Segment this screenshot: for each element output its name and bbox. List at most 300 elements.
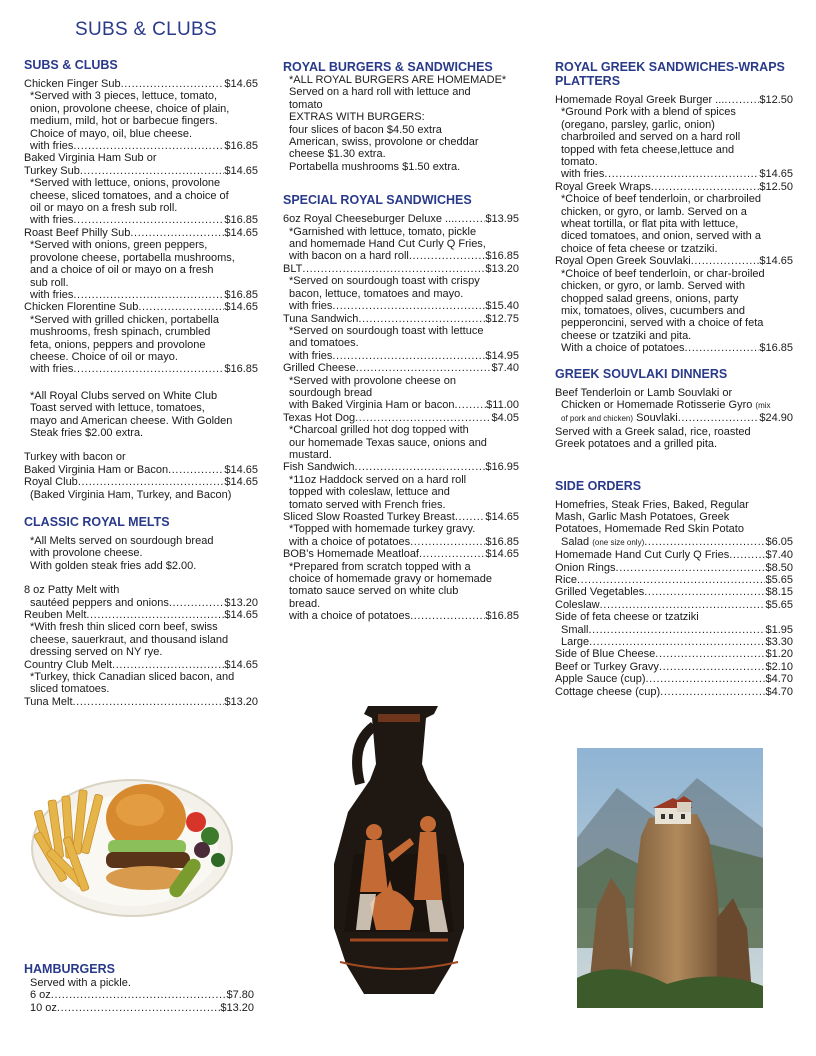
section-heading: ROYAL BURGERS & SANDWICHES [283,60,493,74]
description-line: Steak fries $2.00 extra. [30,426,144,439]
item-price: $3.30 [765,636,793,649]
price-row [283,610,519,622]
item-price: $11.00 [486,399,519,412]
item-name: with fries [30,288,74,301]
description-line: cheese $1.30 extra. [289,148,386,161]
price-row [24,609,258,621]
item-price: $13.95 [485,213,519,226]
souvlaki-section [555,367,793,451]
item-name: with fries [30,363,74,376]
item-price: $4.05 [491,411,519,424]
price-row [555,686,793,698]
price-row [555,94,793,106]
description-line: tomato sauce served on white club [289,585,459,598]
leader-dots [332,350,485,362]
item-price: $16.85 [224,363,258,376]
item-note: (mix [755,400,771,410]
price-row [283,399,519,411]
item-price: $14.65 [485,511,519,523]
menu-item [283,511,519,548]
description-line: medium, mild, hot or barbecue fingers. [30,115,218,128]
description-line: our homemade Texas sauce, onions and [289,436,487,449]
item-name: Baked Virginia Ham or Bacon [24,463,169,476]
item-name: with fries [30,214,74,227]
item-price: $14.65 [224,463,258,476]
item-price: $16.85 [485,610,519,623]
description-line: *Served on sourdough toast with crispy [289,275,480,288]
description-line: Homefries, Steak Fries, Baked, Regular [555,498,749,511]
price-row [24,696,258,708]
description-line: Mash, Garlic Mash Potatoes, Greek [555,510,730,523]
price-row [283,536,519,548]
price-row [555,549,793,561]
leader-dots [332,300,485,312]
hamburgers-note: Served with a pickle. [30,977,131,989]
melts-note [24,535,258,572]
item-name: BOB's Homemade Meatloaf [283,548,419,561]
item-price: $14.65 [759,168,793,181]
price-row [24,78,258,90]
description-line: *Garnished with lettuce, tomato, pickle [289,225,477,238]
description-line: chopped salad greens, onions, party [561,292,739,305]
item-name: Small [561,623,589,636]
description-line: oil or mayo on a fresh sub roll. [30,202,178,215]
item-price: $5.65 [765,598,793,611]
item-name: Royal Club [24,476,78,489]
burger-fries-photo [28,770,234,918]
price-row [283,213,519,225]
description-line: Portabella mushrooms $1.50 extra. [289,160,461,173]
subs-section [24,58,258,501]
menu-item [283,362,519,412]
price-row [555,599,793,611]
price-row [555,255,793,267]
column-right [555,60,793,708]
description-line: topped with coleslaw, lettuce and [289,486,450,499]
price-row [555,586,793,598]
description-line: bacon, lettuce, tomatoes and mayo. [289,287,464,300]
menu-item [555,94,793,181]
price-row [24,165,258,177]
item-name: Salad [561,535,590,548]
greek-section [555,60,793,355]
item-name: Country Club Melt [24,658,113,671]
description-line: *Choice of beef tenderloin, or charbroiled [561,193,761,206]
description-line: Greek potatoes and a grilled pita. [555,438,718,451]
leader-dots [646,673,766,685]
leader-dots [356,362,492,374]
description-line: with provolone cheese. [30,547,143,560]
description-line: cheese or tzatziki and pita. [561,329,692,342]
melts-section [24,515,258,708]
menu-item [283,412,519,462]
description-line: choice of feta cheese or tzatziki. [561,242,718,255]
item-name: 10 oz [30,1001,57,1014]
description-line: *ALL ROYAL BURGERS ARE HOMEMADE* [289,74,507,86]
item-price: $13.20 [224,695,258,708]
leader-dots [57,1002,220,1014]
description-line: and tomatoes. [289,337,359,350]
description-line: *With fresh thin sliced corn beef, swiss [30,621,218,634]
price-row [555,673,793,685]
description-line: *Choice of beef tenderloin, or char-broiled [561,267,765,280]
item-name: Apple Sauce (cup) [555,673,646,686]
item-price: $16.85 [759,342,793,355]
leader-dots [419,548,485,560]
description-line: (oregano, parsley, garlic, onion) [561,118,715,131]
price-row [555,574,793,586]
leader-dots [589,636,765,648]
description-line: feta, onions, peppers and provolone [30,338,206,351]
leader-dots [130,227,224,239]
description-line: *Served with 3 pieces, lettuce, tomato, [30,90,218,103]
leader-dots [660,686,765,698]
menu-item [24,152,258,226]
menu-item [283,461,519,511]
item-name: Chicken Finger Sub [24,78,121,90]
item-name: with fries [561,168,605,181]
item-price: $24.90 [759,412,793,425]
description-line: American, swiss, provolone or cheddar [289,136,479,149]
item-price: $16.95 [485,461,519,474]
item-price: $14.95 [485,349,519,362]
item-name: Sliced Slow Roasted Turkey Breast [283,511,455,523]
section-heading: SUBS & CLUBS [24,58,118,72]
item-name: Rice [555,574,578,586]
menu-item [24,227,258,301]
section-heading: CLASSIC ROYAL MELTS [24,515,170,529]
item-note: (one size only) [592,537,645,547]
item-name: 6oz Royal Cheeseburger Deluxe ... [283,213,455,226]
description-line: tomato. [561,156,598,169]
description-line: tomato served with French fries. [289,498,446,511]
special-section [283,193,519,622]
item-name: Chicken or Homemade Rotisserie Gyro [561,398,753,411]
description-line: provolone cheese, portabella mushrooms, [30,251,235,264]
item-name: Onion Rings [555,561,616,574]
leader-dots [121,78,225,90]
description-line: Choice of mayo, oil, blue cheese. [30,127,193,140]
description-line: dressing served on NY rye. [30,646,163,659]
item-name: Side of feta cheese or tzatziki [555,611,699,624]
leader-dots [73,140,224,152]
item-name: Grilled Vegetables [555,586,645,599]
item-name: BLT [283,262,303,275]
price-row [24,989,254,1001]
section-heading: SPECIAL ROYAL SANDWICHES [283,193,472,208]
item-name: Cottage cheese (cup) [555,685,661,698]
leader-dots [358,313,485,325]
leader-dots [73,214,224,226]
price-row [283,548,519,560]
item-name: Large [561,636,590,649]
description-line: chicken, or gyro, or lamb. Served on a [561,205,747,218]
item-name: with fries [289,349,333,362]
description-line: Potatoes, Homemade Red Skin Potato [555,523,744,536]
item-name: With a choice of potatoes [561,342,685,355]
column-left [24,58,258,718]
leader-dots [651,181,760,193]
leader-dots [724,94,759,106]
item-price: $8.15 [765,586,793,599]
item-name: Texas Hot Dog [283,411,356,424]
item-name: Beef Tenderloin or Lamb Souvlaki or [555,386,733,399]
meteora-monastery-photo [577,748,763,1008]
item-price: $7.40 [491,362,519,375]
menu-item [555,499,793,550]
menu-item [283,213,519,263]
price-row [24,227,258,239]
item-name: Homemade Royal Greek Burger ... [555,94,725,106]
item-name: Souvlaki [636,412,678,425]
burgers-note [283,74,519,173]
item-name: Tuna Sandwich [283,312,359,325]
item-price: $4.70 [765,673,793,686]
item-price: $16.85 [485,535,519,548]
item-name: with a choice of potatoes [289,535,411,548]
leader-dots [355,412,491,424]
leader-dots [577,574,765,586]
price-row [24,140,258,152]
description-line: *All Melts served on sourdough bread [30,535,214,547]
item-price: $8.50 [765,561,793,574]
leader-dots [691,255,760,267]
leader-dots [112,659,224,671]
item-name: with fries [289,300,333,313]
section-heading: SIDE ORDERS [555,478,642,493]
section-heading: PLATTERS [555,74,621,88]
item-price: $7.80 [226,989,254,1002]
price-row [283,350,519,362]
burgers-section [283,60,519,173]
price-row [283,313,519,325]
leader-dots [644,586,765,598]
menu-item [24,584,258,609]
menu-item [555,255,793,354]
item-price: $16.85 [224,288,258,301]
description-line: *Served on sourdough toast with lettuce [289,324,484,337]
description-line: tomato [289,98,323,111]
description-line: choice of homemade gravy or homemade [289,573,492,586]
item-name: Coleslaw [555,598,600,611]
price-row [555,342,793,354]
item-name: with bacon on a hard roll [289,250,409,263]
description-line: charbroiled and served on a hard roll [561,131,741,144]
description-line: *Served with provolone cheese on [289,374,456,387]
item-name: Baked Virginia Ham Sub or [24,152,157,165]
description-line: *Served with grilled chicken, portabella [30,313,219,326]
leader-dots [302,263,485,275]
item-price: $12.75 [485,312,519,325]
item-price: $13.20 [224,596,258,609]
sides-section [555,479,793,699]
menu-item [24,451,258,501]
description-line: mustard. [289,448,332,461]
item-name: Turkey Sub [24,164,80,177]
menu-item [24,609,258,659]
leader-dots [655,648,765,660]
item-name: 8 oz Patty Melt with [24,584,120,597]
description-line: sliced tomatoes. [30,683,110,696]
item-name: 6 oz [30,989,51,1002]
leader-dots [616,562,766,574]
leader-dots [409,250,485,262]
price-row [24,214,258,226]
section-heading: ROYAL GREEK SANDWICHES-WRAPS [555,60,785,74]
description-line: mayo and American cheese. With Golden [30,414,233,427]
item-price: $1.95 [765,623,793,636]
description-line: Served on a hard roll with lettuce and [289,86,471,99]
leader-dots [685,342,760,354]
item-price: $16.85 [485,250,519,263]
leader-dots [600,599,766,611]
description-line: topped with feta cheese,lettuce and [561,143,735,156]
leader-dots [455,399,487,411]
item-name: Beef or Turkey Gravy [555,660,659,673]
item-price: $14.65 [224,658,258,671]
leader-dots [51,989,227,1001]
item-description: (Baked Virginia Ham, Turkey, and Bacon) [30,488,232,501]
price-row [283,412,519,424]
leader-dots [589,624,766,636]
leader-dots [73,363,224,375]
item-name: Side of Blue Cheese [555,648,656,661]
description-line: cheese, sauerkraut, and thousand island [30,633,229,646]
description-line: *Turkey, thick Canadian sliced bacon, and [30,671,235,684]
item-price: $6.05 [765,535,793,548]
description-line: chicken, or gyro, or lamb. Served with [561,280,746,293]
leader-dots [659,661,766,673]
price-row [24,289,258,301]
price-row [555,661,793,673]
description-line: *Prepared from scratch topped with a [289,560,471,573]
menu-item [283,548,519,622]
item-name: Grilled Cheese [283,362,356,375]
item-price: $4.70 [765,685,793,698]
leader-dots [604,168,759,180]
item-price: $16.85 [224,214,258,227]
price-row [283,362,519,374]
item-name: with Baked Virginia Ham or bacon [289,399,455,412]
leader-dots [73,696,225,708]
leader-dots [73,289,224,301]
item-price: $15.40 [485,300,519,313]
hamburgers-section [24,962,254,1014]
leader-dots [410,536,485,548]
leader-dots [138,301,224,313]
item-name: Reuben Melt [24,609,87,622]
item-price: $2.10 [765,660,793,673]
item-price: $5.65 [765,574,793,586]
leader-dots [455,511,486,523]
description-line: mix, tomatoes, olives, cucumbers and [561,304,746,317]
item-price: $14.65 [224,301,258,314]
description-line: cheese, sliced tomatoes, and a choice of [30,189,229,202]
item-price: $14.65 [224,476,258,489]
description-line: pepperoncini, served with a choice of feta [561,317,764,330]
item-name: Royal Open Greek Souvlaki [555,255,691,268]
description-line: *11oz Haddock served on a hard roll [289,473,467,486]
price-row [555,648,793,660]
description-line: Served with a Greek salad, rice, roasted [555,425,751,438]
description-line: bread. [289,597,321,610]
item-name: Turkey with bacon or [24,451,126,464]
item-price: $13.20 [485,262,519,275]
page-title: SUBS & CLUBS [75,19,217,40]
description-line: wheat tortilla, or flat pita with lettuce, [561,218,739,231]
price-row [555,181,793,193]
price-row [283,511,519,523]
menu-item [555,611,793,648]
menu-item [24,301,258,375]
price-row [555,636,793,648]
item-name: sautéed peppers and onions [30,596,169,609]
leader-dots [86,609,224,621]
item-name: Homemade Hand Cut Curly Q Fries [555,549,730,562]
leader-dots [355,461,486,473]
leader-dots [454,213,485,225]
item-price: $7.40 [765,549,793,562]
item-price: $12.50 [759,94,793,106]
section-heading: HAMBURGERS [24,962,115,976]
menu-item [283,263,519,313]
description-line: *Charcoal grilled hot dog topped with [289,424,469,437]
item-name: with fries [30,140,74,153]
item-name: Chicken Florentine Sub [24,301,139,314]
item-price: $14.65 [224,164,258,177]
leader-dots [729,549,765,561]
description-line: mushrooms, fresh spinach, crumbled [30,326,211,339]
item-price: $1.20 [765,648,793,661]
price-row [283,461,519,473]
price-row [555,624,793,636]
description-line: *Served with onions, green peppers, [30,239,208,252]
price-row [24,363,258,375]
item-name: Tuna Melt [24,695,73,708]
price-row [24,1002,254,1014]
item-price: $14.65 [759,255,793,268]
description-line: and a choice of oil or mayo on a fresh [30,264,214,277]
item-note: of pork and chicken) [561,414,634,424]
menu-item [555,181,793,255]
price-row [24,659,258,671]
menu-item [283,313,519,363]
item-price: $12.50 [759,180,793,193]
item-name: Fish Sandwich [283,461,355,474]
section-heading: GREEK SOUVLAKI DINNERS [555,366,728,381]
item-price: $14.65 [224,78,258,90]
leader-dots [80,165,225,177]
item-price: $13.20 [220,1001,254,1014]
description-line: diced tomatoes, and onion, served with a [561,230,761,243]
column-middle [283,60,519,633]
price-row [555,562,793,574]
price-row [283,263,519,275]
description-line: Toast served with lettuce, tomatoes, [30,402,205,415]
item-name: Roast Beef Philly Sub [24,226,131,239]
description-line: cheese. Choice of oil or mayo. [30,350,178,363]
description-line: sourdough bread [289,386,373,399]
leader-dots [410,610,485,622]
price-row [555,168,793,180]
menu-item [24,78,258,152]
description-line: onion, provolone cheese, choice of plain, [30,102,230,115]
price-row [283,300,519,312]
description-line: EXTRAS WITH BURGERS: [289,111,425,124]
item-price: $16.85 [224,140,258,153]
item-name: Royal Greek Wraps [555,180,651,193]
item-price: $14.65 [224,226,258,239]
